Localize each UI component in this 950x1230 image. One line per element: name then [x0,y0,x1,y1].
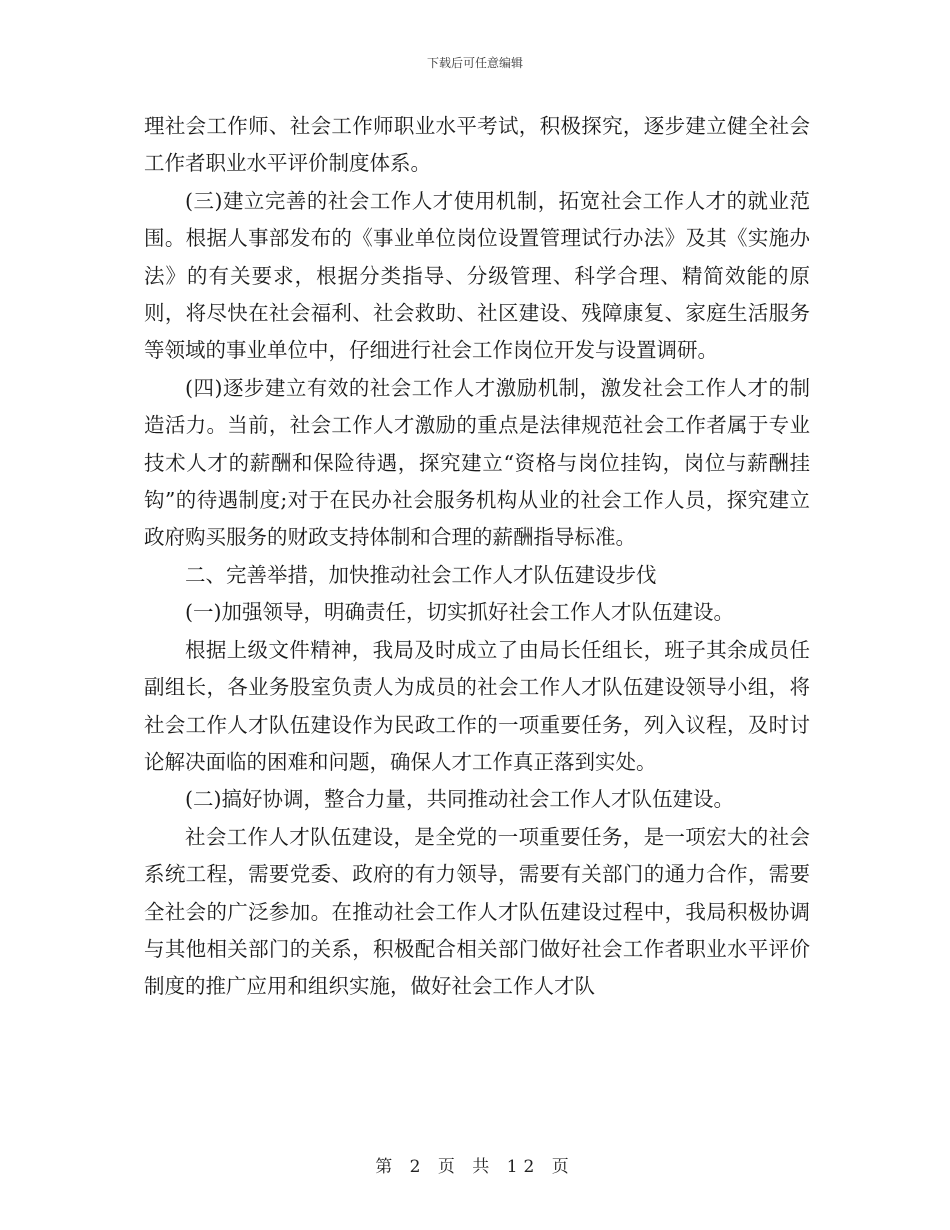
document-body [144,108,810,1006]
section-heading: 二、完善举措，加快推动社会工作人才队伍建设步伐 [185,562,657,587]
paragraph: (四)逐步建立有效的社会工作人才激励机制，激发社会工作人才的制造活力。当前，社会工作人才激励的重点是法律规范社会工作者属于专业技术人才的薪酬和保险待遇，探究建立“资格与岗位挂钩，岗位与薪酬挂钩”的待遇制度;对于在民办社会服务机构从业的社会工作人员，探究建立政府购买服务的财政支持体制和合理的薪酬指导标准。 [144,375,810,550]
page-header: 下载后可任意编辑 [426,56,523,70]
paragraph: 根据上级文件精神，我局及时成立了由局长任组长，班子其余成员任副组长，各业务股室负责人为成员的社会工作人才队伍建设领导小组，将社会工作人才队伍建设作为民政工作的一项重要任务，列入议程，及时讨论解决面临的困难和问题，确保人才工作真正落到实处。 [144,637,810,774]
subsection-heading: (二)搞好协调，整合力量，共同推动社会工作人才队伍建设。 [185,787,734,812]
paragraph: 理社会工作师、社会工作师职业水平考试，积极探究，逐步建立健全社会工作者职业水平评价制度体系。 [144,114,810,176]
paragraph: 社会工作人才队伍建设，是全党的一项重要任务，是一项宏大的社会系统工程，需要党委、政府的有力领导，需要有关部门的通力合作，需要全社会的广泛参加。在推动社会工作人才队伍建设过程中，我局积极协调与其他相关部门的关系，积极配合相关部门做好社会工作者职业水平评价制度的推广应用和组织实施，做好社会工作人才队 [144,824,810,999]
paragraph: (三)建立完善的社会工作人才使用机制，拓宽社会工作人才的就业范围。根据人事部发布的《事业单位岗位设置管理试行办法》及其《实施办法》的有关要求，根据分类指导、分级管理、科学合理、精简效能的原则，将尽快在社会福利、社会救助、社区建设、残障康复、家庭生活服务等领域的事业单位中，仔细进行社会工作岗位开发与设置调研。 [144,188,810,363]
page-number: 第 2 页 共 12 页 [375,1157,575,1177]
subsection-heading: (一)加强领导，明确责任，切实抓好社会工作人才队伍建设。 [185,600,734,625]
